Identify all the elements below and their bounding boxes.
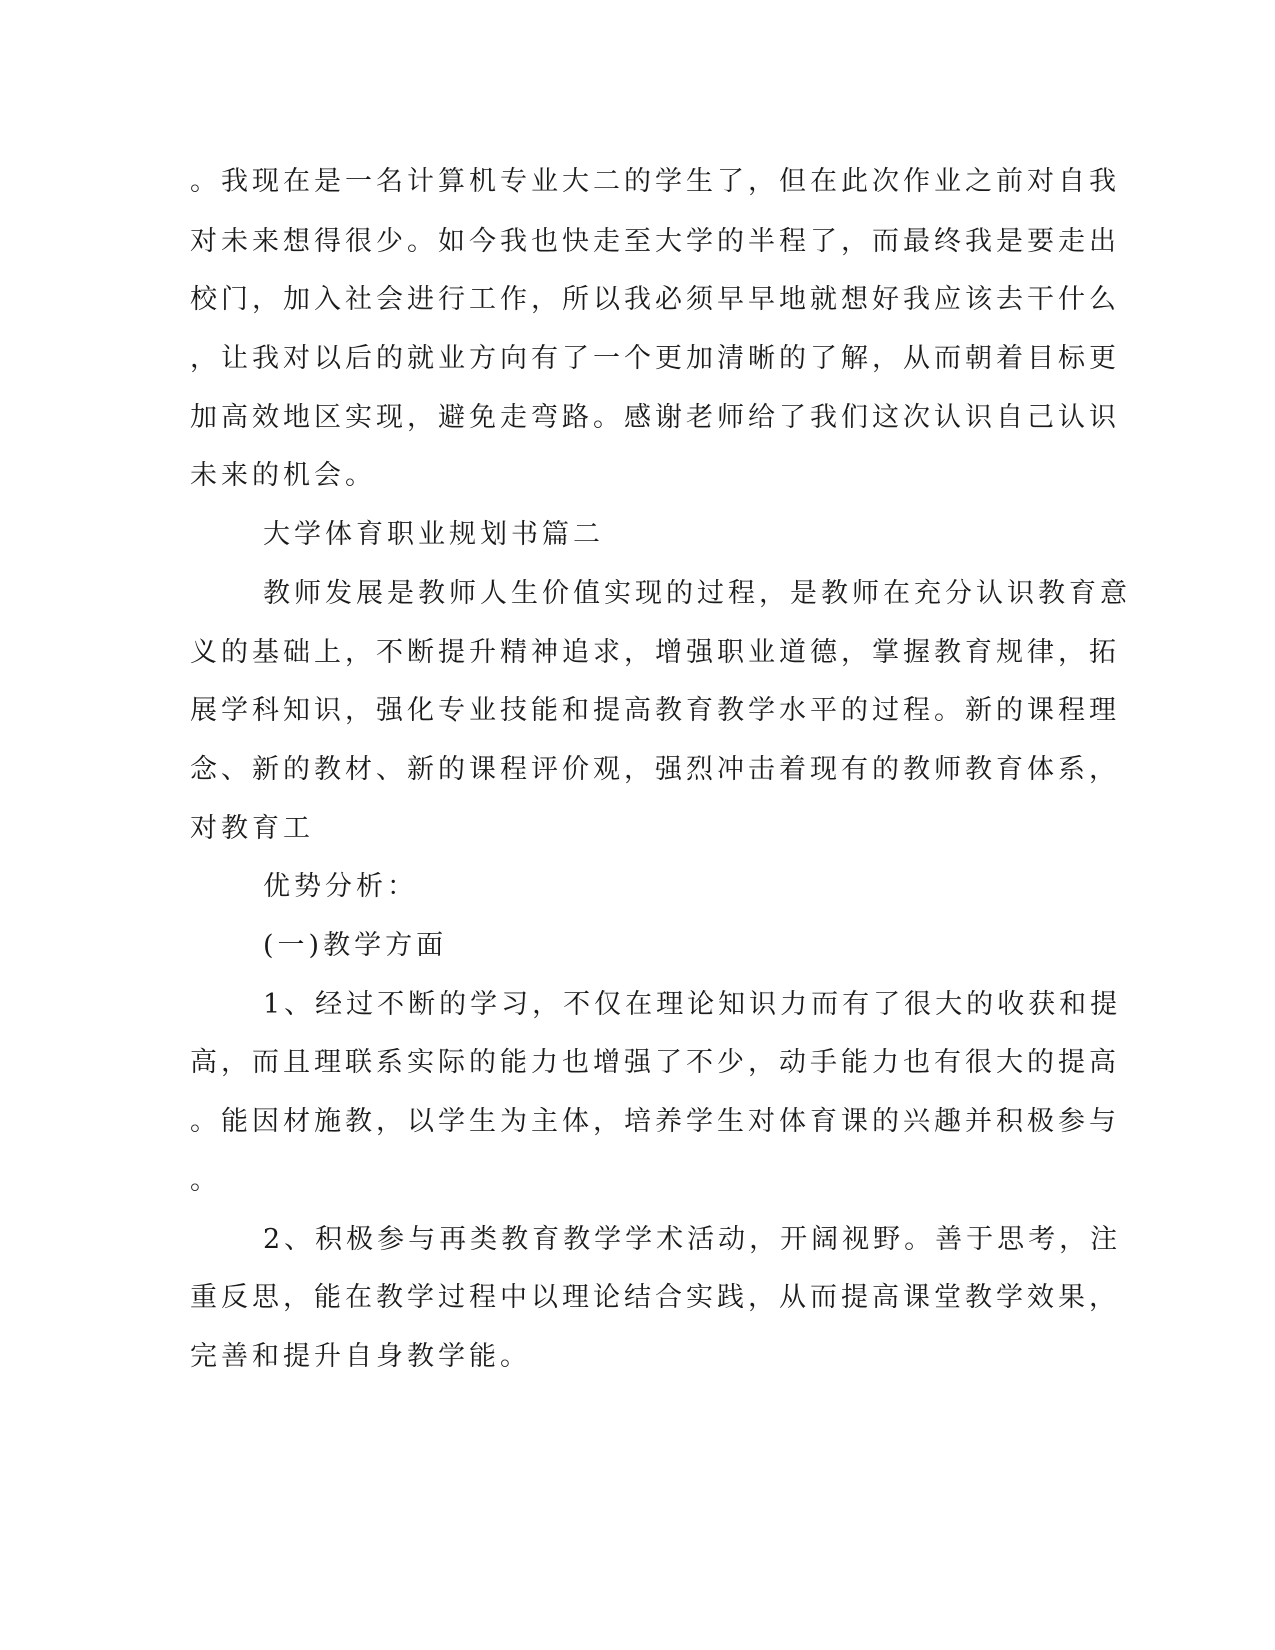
subheading: 优势分析： — [263, 871, 418, 902]
text-line: 对教育工 — [190, 813, 314, 844]
text-line: 教师发展是教师人生价值实现的过程，是教师在充分认识教育意 — [263, 578, 1131, 609]
text-line: 2、积极参与再类教育教学学术活动，开阔视野。善于思考，注 — [263, 1224, 1122, 1255]
text-line: 义的基础上，不断提升精神追求，增强职业道德，掌握教育规律，拓 — [190, 637, 1120, 668]
text-line: 展学科知识，强化专业技能和提高教育教学水平的过程。新的课程理 — [190, 695, 1120, 726]
text-line: 重反思，能在教学过程中以理论结合实践，从而提高课堂教学效果， — [190, 1282, 1120, 1313]
text-line: 高，而且理联系实际的能力也增强了不少，动手能力也有很大的提高 — [190, 1047, 1120, 1078]
text-line: 未来的机会。 — [190, 460, 376, 491]
subheading: (一)教学方面 — [263, 930, 448, 961]
text-line: 。我现在是一名计算机专业大二的学生了，但在此次作业之前对自我 — [190, 166, 1120, 197]
text-line: ，让我对以后的就业方向有了一个更加清晰的了解，从而朝着目标更 — [190, 343, 1120, 374]
text-line: 。 — [190, 1165, 221, 1196]
text-line: 加高效地区实现，避免走弯路。感谢老师给了我们这次认识自己认识 — [190, 402, 1120, 433]
text-line: 校门，加入社会进行工作，所以我必须早早地就想好我应该去干什么 — [190, 284, 1120, 315]
text-line: 对未来想得很少。如今我也快走至大学的半程了，而最终我是要走出 — [190, 226, 1120, 257]
section-heading: 大学体育职业规划书篇二 — [263, 519, 604, 550]
text-line: 念、新的教材、新的课程评价观，强烈冲击着现有的教师教育体系， — [190, 754, 1120, 785]
text-line: 1、经过不断的学习，不仅在理论知识力而有了很大的收获和提 — [263, 989, 1122, 1020]
text-line: 。能因材施教，以学生为主体，培养学生对体育课的兴趣并积极参与 — [190, 1106, 1120, 1137]
text-line: 完善和提升自身教学能。 — [190, 1341, 531, 1372]
